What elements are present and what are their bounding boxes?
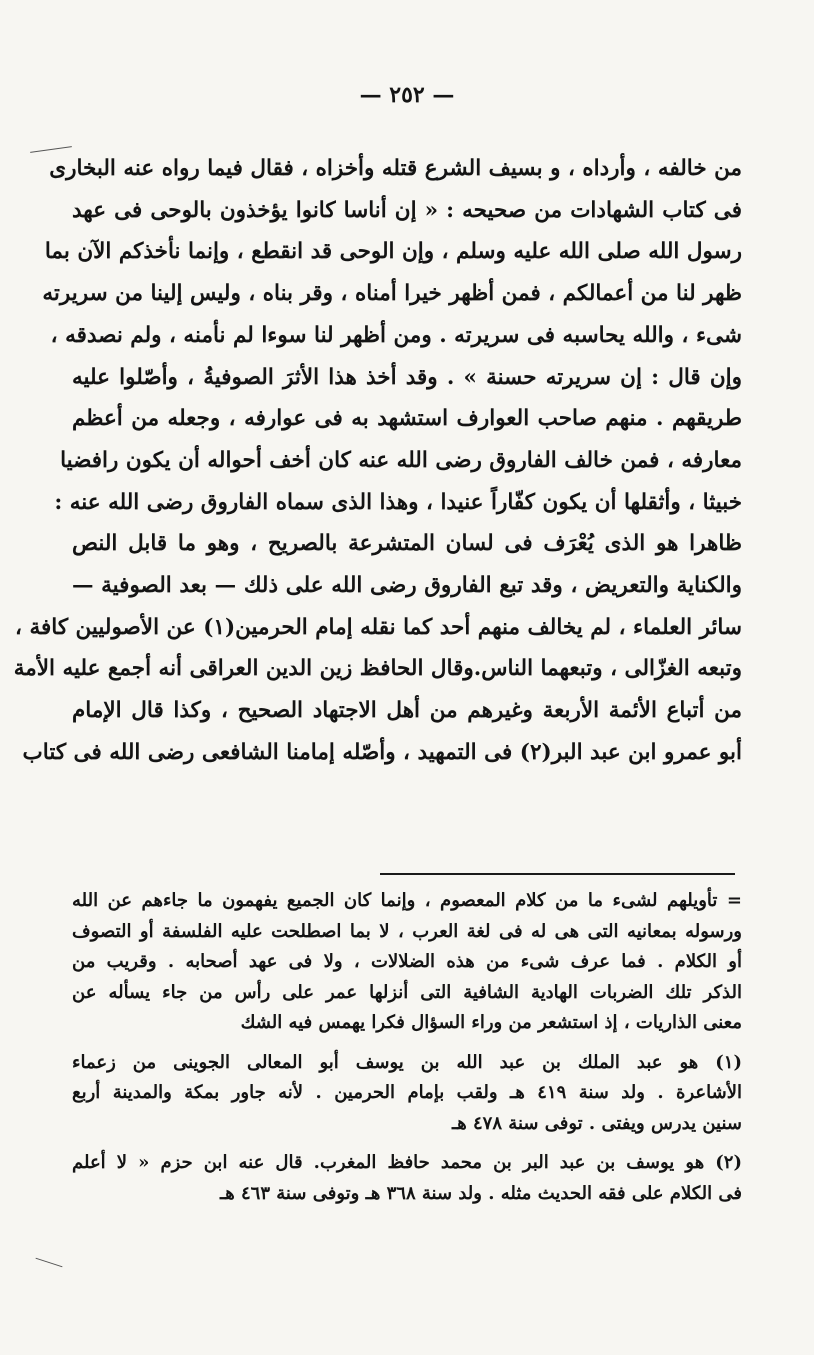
footnote-1 [72, 1048, 742, 1140]
footnote-2 [72, 1148, 742, 1209]
text-line: شىء ، والله يحاسبه فى سريرته . ومن أظهر لنا سوءا لم نأمنه ، ولم نصدقه ، [50, 322, 742, 348]
footnote-line: ورسوله بمعانيه التى هى له فى لغة العرب ، لا بما اصطلحت عليه الفلسفة أو التصوف [72, 920, 742, 942]
text-line: خبيثا ، وأثقلها أن يكون كفّاراً عنيدا ، وهذا الذى سماه الفاروق رضى الله عنه : [54, 489, 742, 515]
text-line: والكناية والتعريض ، وقد تبع الفاروق رضى الله على ذلك — بعد الصوفية — [72, 573, 742, 599]
text-line: أبو عمرو ابن عبد البر(٢) فى التمهيد ، وأصّله إمامنا الشافعى رضى الله فى كتاب [22, 739, 742, 765]
text-line: من أتباع الأئمة الأربعة وغيرهم من أهل الاجتهاد الصحيح ، وكذا قال الإمام [72, 698, 742, 724]
footnote-line: أو الكلام . فما عرف شىء من هذه الضلالات ، ولا فى عهد أصحابه . وقريب من [72, 951, 742, 972]
footnote-line: (١) هو عبد الملك بن عبد الله بن يوسف أبو المعالى الجوينى من زعماء [72, 1051, 742, 1073]
footnote-divider [380, 873, 735, 875]
margin-mark [36, 1258, 63, 1268]
text-line: معارفه ، فمن خالف الفاروق رضى الله عنه كان أخف أحواله أن يكون رافضيا [60, 447, 742, 473]
text-line: طريقهم . منهم صاحب العوارف استشهد به فى عوارفه ، وجعله من أعظم [72, 406, 742, 432]
text-line: ظاهرا هو الذى يُعْرَف فى لسان المتشرعة بالصريح ، وهو ما قابل النص [72, 531, 742, 557]
text-line: رسول الله صلى الله عليه وسلم ، وإن الوحى قد انقطع ، وإنما نأخذكم الآن بما [44, 239, 742, 265]
continued-footnote [72, 886, 742, 1039]
footnote-line: (٢) هو يوسف بن عبد البر بن محمد حافظ المغرب. قال عنه ابن حزم « لا أعلم [72, 1152, 742, 1173]
footnote-line: = تأويلهم لشىء ما من كلام المعصوم ، وإنما كان الجميع يفهمون ما جاءهم عن الله [72, 890, 742, 911]
text-line: وإن قال : إن سريرته حسنة » . وقد أخذ هذا الأثرَ الصوفيةُ ، وأصّلوا عليه [72, 364, 742, 390]
text-line: فى كتاب الشهادات من صحيحه : « إن أناسا كانوا يؤخذون بالوحى فى عهد [72, 197, 742, 223]
footnote-line: الأشاعرة . ولد سنة ٤١٩ هـ ولقب بإمام الحرمين . لأنه جاور بمكة والمدينة أربع [72, 1082, 742, 1103]
footnote-line: سنين يدرس ويفتى . توفى سنة ٤٧٨ هـ [451, 1112, 742, 1134]
page-number: — ٢٥٢ — [359, 82, 455, 108]
main-text [13, 148, 742, 774]
text-line: من خالفه ، وأرداه ، و بسيف الشرع قتله وأخزاه ، فقال فيما رواه عنه البخارى [49, 156, 742, 181]
text-line: سائر العلماء ، لم يخالف منهم أحد كما نقله إمام الحرمين(١) عن الأصوليين كافة ، [15, 614, 742, 640]
footnote-line: الذكر تلك الضربات الهادية الشافية التى أنزلها عمر على رأس من جاء يسأله عن [72, 981, 742, 1003]
footnote-line: فى الكلام على فقه الحديث مثله . ولد سنة ٣٦٨ هـ وتوفى سنة ٤٦٣ هـ [219, 1182, 742, 1204]
text-line: ظهر لنا من أعمالكم ، فمن أظهر خيرا أمناه ، وقر بناه ، وليس إلينا من سريرته [42, 281, 742, 307]
text-line: وتبعه الغزّالى ، وتبعهما الناس.وقال الحافظ زين الدين العراقى أنه أجمع عليه الأمة [13, 656, 742, 682]
footnote-line: معنى الذاريات ، إذ استشعر من وراء السؤال فكرا يهمس فيه الشك [240, 1012, 742, 1033]
footnotes-section [72, 886, 742, 1218]
